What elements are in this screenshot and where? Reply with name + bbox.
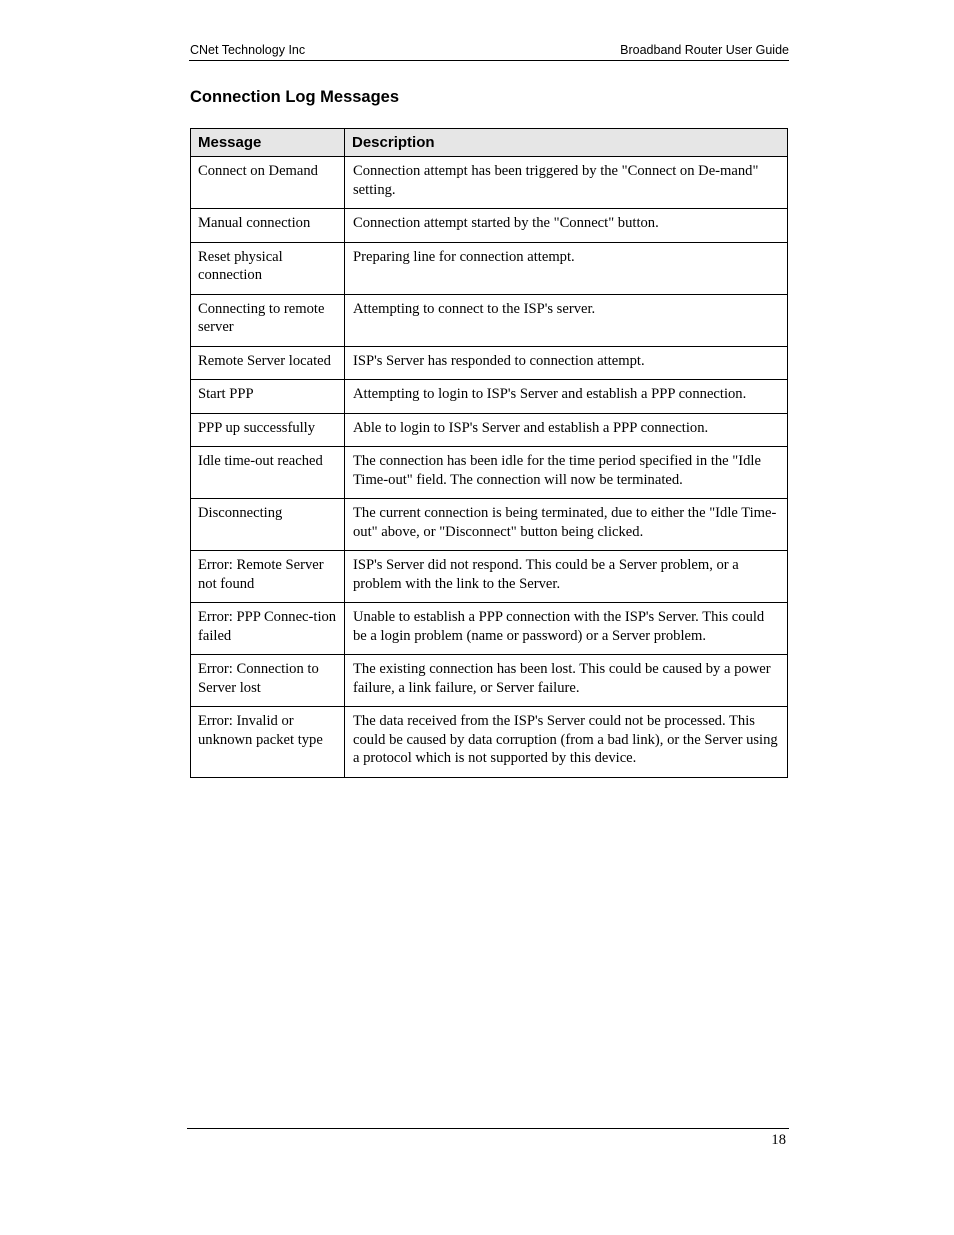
description-cell: The current connection is being terminated, due to either the "Idle Time-out" above, or "Disconnect" button being clicked. (345, 499, 788, 551)
description-cell: Attempting to connect to the ISP's server. (345, 294, 788, 346)
message-cell: Idle time-out reached (191, 447, 345, 499)
table-row (191, 380, 788, 414)
table-row (191, 157, 788, 209)
connection-log-table (190, 128, 788, 778)
description-cell: Connection attempt has been triggered by the "Connect on De-mand" setting. (345, 157, 788, 209)
footer-divider (187, 1128, 789, 1129)
section-title: Connection Log Messages (190, 88, 400, 106)
header-company: CNet Technology Inc (190, 43, 306, 57)
table-row (191, 707, 788, 778)
page-number: 18 (771, 1132, 786, 1148)
description-cell: ISP's Server has responded to connection attempt. (345, 346, 788, 380)
message-cell: Connecting to remote server (191, 294, 345, 346)
message-cell: Error: PPP Connec-tion failed (191, 603, 345, 655)
message-cell: Error: Invalid or unknown packet type (191, 707, 345, 778)
table-row (191, 413, 788, 447)
header-guide-title: Broadband Router User Guide (620, 43, 789, 57)
table-row (191, 242, 788, 294)
description-cell: The data received from the ISP's Server could not be processed. This could be caused by data corruption (from a bad link), or the Server using a protocol which is not supported by this device. (345, 707, 788, 778)
description-cell: The connection has been idle for the time period specified in the "Idle Time-out" field. The connection will now be terminated. (345, 447, 788, 499)
table-row (191, 447, 788, 499)
message-cell: Error: Remote Server not found (191, 551, 345, 603)
message-cell: Disconnecting (191, 499, 345, 551)
description-cell: ISP's Server did not respond. This could be a Server problem, or a problem with the link to the Server. (345, 551, 788, 603)
message-cell: Manual connection (191, 209, 345, 243)
description-cell: The existing connection has been lost. This could be caused by a power failure, a link failure, or Server failure. (345, 655, 788, 707)
message-cell: Error: Connection to Server lost (191, 655, 345, 707)
table-row (191, 346, 788, 380)
description-cell: Preparing line for connection attempt. (345, 242, 788, 294)
message-cell: Reset physical connection (191, 242, 345, 294)
page-header (189, 42, 789, 61)
table-row (191, 209, 788, 243)
table-header-row (191, 129, 788, 157)
description-cell: Unable to establish a PPP connection with the ISP's Server. This could be a login problem (name or password) or a Server problem. (345, 603, 788, 655)
column-header-description: Description (345, 129, 788, 157)
table-row (191, 551, 788, 603)
table-row (191, 603, 788, 655)
description-cell: Able to login to ISP's Server and establish a PPP connection. (345, 413, 788, 447)
message-cell: Start PPP (191, 380, 345, 414)
description-cell: Attempting to login to ISP's Server and establish a PPP connection. (345, 380, 788, 414)
table-row (191, 499, 788, 551)
column-header-message: Message (191, 129, 345, 157)
table-row (191, 655, 788, 707)
table-row (191, 294, 788, 346)
message-cell: Remote Server located (191, 346, 345, 380)
message-cell: PPP up successfully (191, 413, 345, 447)
message-cell: Connect on Demand (191, 157, 345, 209)
description-cell: Connection attempt started by the "Connect" button. (345, 209, 788, 243)
